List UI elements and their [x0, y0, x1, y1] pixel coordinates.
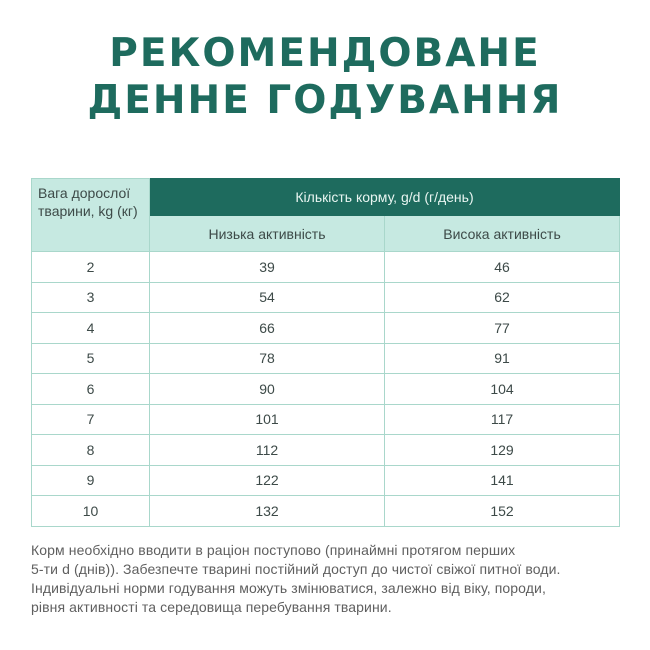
- table-row: [32, 465, 620, 496]
- high-activity-cell: 46: [385, 252, 620, 283]
- high-activity-cell: 77: [385, 313, 620, 344]
- weight-cell: 10: [32, 496, 150, 527]
- low-activity-cell: 54: [150, 282, 385, 313]
- high-activity-cell: 62: [385, 282, 620, 313]
- table-row: [32, 252, 620, 283]
- table-row: [32, 435, 620, 466]
- weight-cell: 3: [32, 282, 150, 313]
- weight-cell: 4: [32, 313, 150, 344]
- high-activity-cell: 91: [385, 343, 620, 374]
- note-line-3: Індивідуальні норми годування можуть змінюватися, залежно від віку, породи,: [31, 580, 546, 596]
- weight-cell: 2: [32, 252, 150, 283]
- low-activity-header: Низька активність: [150, 216, 385, 252]
- weight-cell: 7: [32, 404, 150, 435]
- table-row: [32, 496, 620, 527]
- weight-cell: 5: [32, 343, 150, 374]
- table-row: [32, 404, 620, 435]
- amount-column-header: Кількість корму, g/d (г/день): [150, 179, 620, 216]
- title-line-1: РЕКОМЕНДОВАНЕ: [109, 31, 541, 76]
- table-row: [32, 313, 620, 344]
- note-line-4: рівня активності та середовища перебування тварини.: [31, 599, 392, 615]
- weight-cell: 9: [32, 465, 150, 496]
- low-activity-cell: 112: [150, 435, 385, 466]
- page-title: [0, 30, 650, 124]
- title-line-2: ДЕННЕ ГОДУВАННЯ: [87, 78, 563, 123]
- high-activity-cell: 129: [385, 435, 620, 466]
- low-activity-cell: 78: [150, 343, 385, 374]
- table-row: [32, 343, 620, 374]
- high-activity-cell: 104: [385, 374, 620, 405]
- low-activity-cell: 132: [150, 496, 385, 527]
- weight-cell: 8: [32, 435, 150, 466]
- note-line-1: Корм необхідно вводити в раціон поступово (принаймні протягом перших: [31, 542, 516, 558]
- table-body: [32, 252, 620, 527]
- low-activity-cell: 122: [150, 465, 385, 496]
- high-activity-cell: 117: [385, 404, 620, 435]
- high-activity-cell: 152: [385, 496, 620, 527]
- feeding-note: [31, 541, 621, 617]
- low-activity-cell: 90: [150, 374, 385, 405]
- low-activity-cell: 39: [150, 252, 385, 283]
- note-line-2: 5-ти d (днів)). Забезпечте тварині постійний доступ до чистої свіжої питної води.: [31, 561, 561, 577]
- high-activity-cell: 141: [385, 465, 620, 496]
- feeding-table: [31, 178, 620, 527]
- table-row: [32, 282, 620, 313]
- table-row: [32, 374, 620, 405]
- low-activity-cell: 101: [150, 404, 385, 435]
- weight-cell: 6: [32, 374, 150, 405]
- high-activity-header: Висока активність: [385, 216, 620, 252]
- low-activity-cell: 66: [150, 313, 385, 344]
- weight-column-header: Вага дорослої тварини, kg (кг): [32, 179, 150, 252]
